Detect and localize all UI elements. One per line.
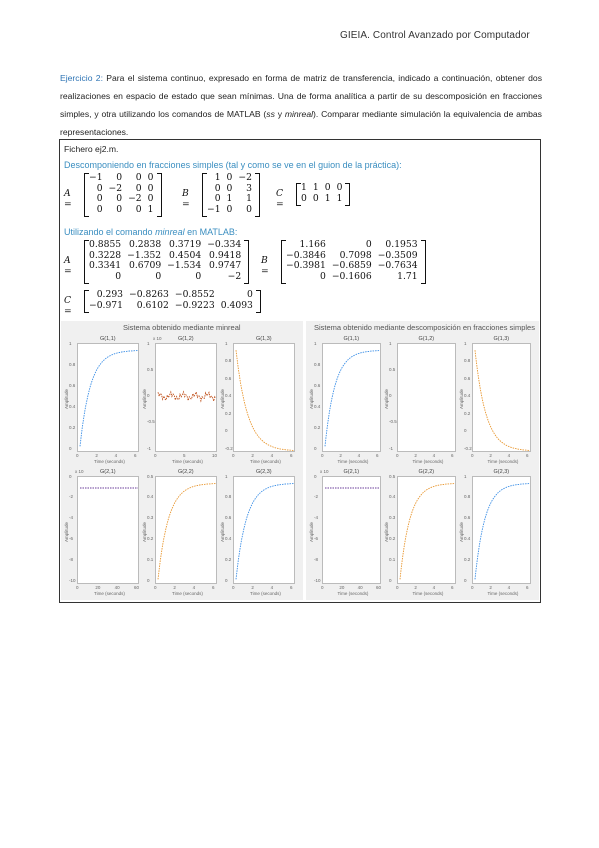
x-tick-label: 4 <box>432 452 436 458</box>
x-tick-label: 0 <box>471 452 474 458</box>
y-tick-label: 0.6 <box>464 375 471 381</box>
y-tick-label: 0.4 <box>69 403 76 409</box>
y-tick-label: 0.1 <box>147 557 154 563</box>
y-tick-label: 0.2 <box>464 557 471 563</box>
exercise-statement <box>60 69 542 141</box>
matrix-cell: 0 <box>246 203 252 215</box>
bracket-right <box>255 173 260 217</box>
section-minreal-title <box>64 227 237 237</box>
y-axis-label: Amplitude <box>459 521 464 542</box>
x-tick-label: 6 <box>290 585 293 590</box>
matrix-cell: 0.2838 <box>129 239 162 250</box>
y-axis-label: Amplitude <box>220 521 225 542</box>
y-tick-label: 0.8 <box>314 361 321 367</box>
matrix-name: A = <box>64 255 72 277</box>
y-tick-label: -2 <box>69 494 74 500</box>
x-axis-label: Time (seconds) <box>94 458 125 464</box>
x-axis-label: Time (seconds) <box>172 591 203 596</box>
matrix-cell: 0.9747 <box>209 260 242 271</box>
step-response-line <box>400 483 455 579</box>
matrix-cell: 0 <box>116 172 123 183</box>
matrix-cell: 0 <box>336 182 343 193</box>
response-plot <box>323 477 382 586</box>
subplot-title: G(1,2) <box>178 336 194 342</box>
matrix-cell: 0.4504 <box>169 249 202 261</box>
y-tick-label: 1 <box>389 341 392 346</box>
x-tick-label: 2 <box>339 452 342 458</box>
matrix-cell: 0.3341 <box>89 260 122 271</box>
y-tick-label: 0.6 <box>225 515 232 521</box>
matrix-cell: 1 <box>324 192 331 204</box>
y-tick-label: -0.5 <box>147 419 155 425</box>
y-tick-label: 0.4 <box>464 536 471 542</box>
matrix-cell: 0.9418 <box>209 249 242 261</box>
x-tick-label: 20 <box>339 585 345 590</box>
y-axis-label: Amplitude <box>64 521 69 542</box>
x-tick-label: 4 <box>507 585 511 590</box>
matrix-name: C = <box>64 294 72 317</box>
x-axis-label: Time (seconds) <box>487 458 519 464</box>
y-tick-label: 0 <box>464 428 467 434</box>
subplot-axes <box>233 343 295 452</box>
response-plot <box>156 477 218 586</box>
y-axis-label: Amplitude <box>309 389 314 410</box>
x-axis-label: Time (seconds) <box>250 458 281 464</box>
y-axis-label: Amplitude <box>142 521 147 542</box>
matrix-cell: 0 <box>116 203 123 215</box>
matrix-cell: 0.1953 <box>385 239 418 250</box>
matrix-cell: 0 <box>226 172 233 183</box>
bracket-right <box>244 240 249 284</box>
y-tick-label: 1 <box>314 341 317 346</box>
y-tick-label: 0.4 <box>147 494 154 500</box>
y-tick-label: -4 <box>314 515 319 521</box>
response-plot <box>398 344 457 453</box>
matrix-cell: 1 <box>147 203 154 215</box>
subplot-axes <box>77 476 139 585</box>
matrix-cell: 0 <box>116 193 123 204</box>
cmd-minreal: minreal <box>284 109 314 119</box>
x-tick-label: 2 <box>173 585 176 590</box>
x-tick-label: 4 <box>192 585 196 590</box>
matrix-cell: −1.352 <box>127 249 162 261</box>
y-tick-label: 0.2 <box>69 424 76 430</box>
x-tick-label: 0 <box>396 585 399 590</box>
matrix-cell: 1.166 <box>299 239 326 250</box>
matrix-cell: −0.1606 <box>331 270 372 282</box>
y-tick-label: 0.6 <box>69 382 76 388</box>
response-plot <box>78 344 140 453</box>
y-tick-label: -4 <box>69 515 74 521</box>
response-plot <box>473 477 532 586</box>
matrix-cell: −2 <box>128 193 142 204</box>
x-tick-label: 2 <box>489 452 492 458</box>
y-tick-label: 0.5 <box>147 473 154 479</box>
x-tick-label: 40 <box>114 585 120 590</box>
matrix-cell: −2 <box>108 182 123 194</box>
y-axis-label: Amplitude <box>309 521 314 542</box>
y-tick-label: 0.2 <box>314 424 321 430</box>
matrix-name: B = <box>182 188 190 210</box>
matrix-cell: 0 <box>147 182 154 194</box>
x-tick-label: 6 <box>290 452 293 458</box>
axis-exponent: x 10 <box>320 468 329 474</box>
y-axis-label: Amplitude <box>220 389 225 410</box>
matrix-cell: 0 <box>226 182 233 194</box>
axis-exponent: x 10 <box>75 468 84 474</box>
response-plot <box>156 344 218 453</box>
y-tick-label: 1 <box>464 341 467 346</box>
x-tick-label: 2 <box>414 585 417 590</box>
subplot-axes <box>472 476 531 585</box>
response-plot <box>234 344 296 453</box>
matrix-cell: 0 <box>320 270 326 282</box>
matrix-cell: 0 <box>96 193 103 204</box>
y-tick-label: 0.4 <box>389 494 396 500</box>
matrix-cell: 0 <box>247 289 253 300</box>
x-axis-label: Time (seconds) <box>487 591 519 596</box>
matrix-cell: 0 <box>214 193 221 204</box>
x-tick-label: 0 <box>76 452 79 458</box>
matrix-cell: 0 <box>96 203 103 215</box>
y-tick-label: 0.6 <box>314 382 321 388</box>
y-tick-label: -0.2 <box>464 445 472 451</box>
step-response-line <box>236 350 294 450</box>
matrix-name: A = <box>64 188 72 210</box>
subplot-axes <box>155 343 217 452</box>
y-tick-label: 0 <box>225 428 228 434</box>
x-tick-label: 4 <box>114 452 118 458</box>
matrix-cell: 0.6102 <box>136 299 169 311</box>
y-tick-label: 0 <box>314 445 317 451</box>
y-axis-label: Amplitude <box>459 389 464 410</box>
y-tick-label: -6 <box>314 536 319 542</box>
x-tick-label: 0 <box>232 452 235 458</box>
y-tick-label: 0 <box>314 473 317 479</box>
y-tick-label: 0.2 <box>147 536 154 542</box>
y-tick-label: 0.2 <box>389 536 396 542</box>
matrix-cell: −1 <box>89 172 103 183</box>
matrix-cell: 1 <box>246 193 252 204</box>
x-tick-label: 0 <box>396 452 399 458</box>
y-axis-label: Amplitude <box>142 389 147 410</box>
matrix-cell: 0.7098 <box>339 249 372 261</box>
matrix-cell: 0.6709 <box>129 260 162 271</box>
matrix-cell: −0.334 <box>207 239 242 250</box>
x-axis-label: Time (seconds) <box>412 458 444 464</box>
matrix-cell: 1 <box>214 172 221 183</box>
y-tick-label: 0 <box>389 578 392 583</box>
matrix-cell: 0 <box>135 203 142 215</box>
x-tick-label: 6 <box>526 585 529 590</box>
y-tick-label: 0 <box>147 393 150 399</box>
y-tick-label: 0.6 <box>225 375 232 381</box>
y-tick-label: 0.8 <box>464 494 471 500</box>
matrix-cell: 0 <box>312 192 319 204</box>
y-tick-label: 1 <box>464 473 467 479</box>
matrix-cell: 0 <box>147 172 154 183</box>
x-tick-label: 6 <box>376 452 379 458</box>
x-axis-label: Time (seconds) <box>250 591 281 596</box>
y-axis-label: Amplitude <box>384 521 389 542</box>
y-tick-label: 1 <box>225 341 228 346</box>
x-tick-label: 4 <box>270 452 274 458</box>
y-tick-label: -1 <box>389 445 394 451</box>
subplot-title: G(2,3) <box>256 468 272 475</box>
x-tick-label: 60 <box>376 585 382 590</box>
subplot-title: G(1,3) <box>493 336 510 342</box>
y-tick-label: 0.5 <box>389 367 396 373</box>
matrix-cell: −0.971 <box>89 299 124 311</box>
matrix-cell: 0 <box>155 270 162 282</box>
file-label: Fichero ej2.m. <box>64 144 119 154</box>
y-axis-label: Amplitude <box>64 389 69 410</box>
y-tick-label: -0.5 <box>389 419 397 425</box>
step-response-line <box>236 483 294 579</box>
matrix-cell: −0.8552 <box>174 289 215 300</box>
x-tick-label: 0 <box>321 452 324 458</box>
bracket-right <box>256 290 261 313</box>
step-response-line <box>475 483 530 579</box>
x-axis-label: Time (seconds) <box>337 591 369 596</box>
bracket-right <box>157 173 162 217</box>
page-header: GIEIA. Control Avanzado por Computador <box>340 30 530 41</box>
y-tick-label: 0.8 <box>464 358 471 364</box>
step-response-line <box>158 483 216 579</box>
response-plot <box>398 477 457 586</box>
matrix-cell: 0 <box>226 203 233 215</box>
y-tick-label: 0.5 <box>147 367 154 373</box>
x-tick-label: 0 <box>471 585 474 590</box>
x-tick-label: 6 <box>451 585 454 590</box>
subplot-title: G(2,2) <box>178 468 194 475</box>
x-axis-label: Time (seconds) <box>94 591 125 596</box>
x-tick-label: 2 <box>251 585 254 590</box>
y-tick-label: 0.6 <box>464 515 471 521</box>
y-tick-label: 0.1 <box>389 557 396 563</box>
subplot-axes <box>233 476 295 585</box>
section-minreal-cmd: minreal <box>155 227 185 237</box>
matrix-values <box>86 173 157 215</box>
subplot-axes <box>397 476 456 585</box>
x-tick-label: 4 <box>357 452 361 458</box>
x-tick-label: 2 <box>95 452 98 458</box>
subplot-axes <box>397 343 456 452</box>
x-tick-label: 40 <box>357 585 363 590</box>
matrix-cell: 1.71 <box>397 270 418 282</box>
y-tick-label: 1 <box>147 341 150 346</box>
x-axis-label: Time (seconds) <box>172 458 203 464</box>
matrix-cell: 0 <box>195 270 202 282</box>
matrix-cell: 0 <box>135 182 142 194</box>
subplot-title: G(1,1) <box>343 336 360 342</box>
y-tick-label: 0 <box>69 445 72 451</box>
y-tick-label: -8 <box>69 557 74 563</box>
matrix-cell: 0 <box>365 239 372 250</box>
plot-panel-2 <box>306 321 539 600</box>
x-tick-label: 20 <box>95 585 101 590</box>
matrix-cell: −0.9223 <box>174 299 215 311</box>
exercise-label: Ejercicio 2: <box>60 73 103 83</box>
matrix-values <box>283 240 421 282</box>
y-tick-label: -8 <box>314 557 319 563</box>
matrix-cell: −0.3509 <box>377 249 418 261</box>
matrix-cell: 0 <box>324 182 331 193</box>
x-axis-label: Time (seconds) <box>412 591 444 596</box>
statement-text-2: ). Comparar mediante simulación la equivalencia de ambas representaciones. <box>60 109 542 137</box>
matrix-cell: 1 <box>226 193 233 204</box>
panel-title: Sistema obtenido mediante descomposición en fracciones simples <box>314 323 535 332</box>
subplot-title: G(2,1) <box>343 468 360 475</box>
x-axis-label: Time (seconds) <box>337 458 369 464</box>
matrix-cell: −0.6859 <box>331 260 372 271</box>
y-tick-label: -10 <box>314 578 321 583</box>
matrix-cell: −0.3846 <box>286 249 326 261</box>
plot-panel-1 <box>61 321 303 600</box>
subplot-title: G(2,1) <box>100 468 116 475</box>
section-minreal-suffix: en MATLAB: <box>184 227 238 237</box>
matrix-cell: −1.534 <box>167 260 202 271</box>
step-response-line <box>475 350 530 450</box>
x-tick-label: 0 <box>232 585 235 590</box>
y-tick-label: 0.4 <box>314 403 321 409</box>
y-tick-label: 0.4 <box>225 393 232 399</box>
response-plot <box>78 477 140 586</box>
y-tick-label: 1 <box>225 473 228 479</box>
response-plot <box>323 344 382 453</box>
y-tick-label: 0.3 <box>147 515 154 521</box>
subplot-axes <box>322 476 381 585</box>
bracket-right <box>345 183 350 206</box>
matrix-cell: 0.8855 <box>89 239 122 250</box>
section-minreal-prefix: Utilizando el comando <box>64 227 156 237</box>
x-tick-label: 4 <box>270 585 274 590</box>
y-tick-label: 0.8 <box>69 361 76 367</box>
statement-text-1: Para el sistema continuo, expresado en forma de matriz de transferencia, indicado a continuación, obtener dos realizaciones en espacio de estado que sean mínimas. Una de forma analítica a partir de su descomposición en fracciones simples, y otra utilizando los comandos de MATLAB ( <box>60 73 543 119</box>
matrix-cell: −0.8263 <box>129 289 169 300</box>
matrix-values <box>298 183 345 204</box>
x-tick-label: 6 <box>526 452 529 458</box>
section-fractions-title: Descomponiendo en fracciones simples (tal y como se ve en el guion de la práctica): <box>64 160 402 170</box>
x-tick-label: 60 <box>134 585 140 590</box>
axis-exponent: x 10 <box>153 336 162 341</box>
matrix-cell: −0.3981 <box>286 260 326 271</box>
y-tick-label: 0.4 <box>464 393 471 399</box>
x-tick-label: 0 <box>154 452 157 458</box>
y-tick-label: 0 <box>464 578 467 583</box>
step-response-line <box>80 351 138 447</box>
matrix-cell: 0 <box>214 182 221 194</box>
matrix-cell: 0 <box>147 193 154 204</box>
y-tick-label: -6 <box>69 536 74 542</box>
matrix-cell: 0 <box>135 172 142 183</box>
y-tick-label: 0.8 <box>225 494 232 500</box>
x-tick-label: 6 <box>134 452 137 458</box>
y-tick-label: 0.3 <box>389 515 396 521</box>
y-tick-label: 0 <box>147 578 150 583</box>
y-tick-label: 0.2 <box>225 557 232 563</box>
matrix-values <box>86 240 244 282</box>
subplot-title: G(1,1) <box>100 336 116 342</box>
y-tick-label: 1 <box>69 341 72 346</box>
matrix-cell: 3 <box>246 182 252 194</box>
matrix-cell: 0 <box>96 182 103 194</box>
matrix-values <box>204 173 255 215</box>
x-tick-label: 2 <box>414 452 417 458</box>
panel-title: Sistema obtenido mediante minreal <box>123 323 241 332</box>
x-tick-label: 5 <box>183 452 186 458</box>
y-tick-label: 0.8 <box>225 358 232 364</box>
response-plot <box>234 477 296 586</box>
y-tick-label: 0.2 <box>464 410 471 416</box>
x-tick-label: 0 <box>76 585 79 590</box>
matrix-cell: 1 <box>336 192 343 204</box>
x-tick-label: 0 <box>154 585 157 590</box>
matrix-cell: 0.293 <box>96 289 124 300</box>
y-tick-label: -2 <box>314 494 319 500</box>
y-tick-label: 0.2 <box>225 410 232 416</box>
subplot-axes <box>322 343 381 452</box>
subplot-title: G(2,3) <box>493 468 510 475</box>
y-tick-label: -0.2 <box>225 445 233 451</box>
x-tick-label: 10 <box>212 452 218 458</box>
matrix-cell: 1 <box>312 182 319 193</box>
x-tick-label: 0 <box>321 585 324 590</box>
y-tick-label: 0 <box>225 578 228 583</box>
matrix-cell: 0 <box>301 192 307 204</box>
matrix-cell: 0.3719 <box>169 239 202 250</box>
x-tick-label: 4 <box>432 585 436 590</box>
matrix-cell: −0.7634 <box>377 260 418 271</box>
step-response-line <box>158 392 216 401</box>
subplot-title: G(1,3) <box>256 336 272 342</box>
matrix-cell: −2 <box>227 270 242 282</box>
x-tick-label: 6 <box>451 452 454 458</box>
response-plot <box>473 344 532 453</box>
matrix-cell: −1 <box>207 203 221 215</box>
subplot-axes <box>77 343 139 452</box>
statement-and: y <box>274 109 285 119</box>
y-axis-label: Amplitude <box>384 389 389 410</box>
matrix-name: B = <box>261 255 269 277</box>
y-tick-label: 0.4 <box>225 536 232 542</box>
matrix-cell: 0.3228 <box>89 249 122 261</box>
x-tick-label: 4 <box>507 452 511 458</box>
y-tick-label: 0 <box>389 393 392 399</box>
y-tick-label: -10 <box>69 578 76 583</box>
y-tick-label: 0 <box>69 473 72 479</box>
matrix-name: C = <box>276 187 284 210</box>
matrix-cell: 0.4093 <box>220 299 253 311</box>
x-tick-label: 2 <box>489 585 492 590</box>
x-tick-label: 6 <box>212 585 215 590</box>
matrix-cell: 1 <box>301 182 307 193</box>
subplot-title: G(1,2) <box>418 336 435 342</box>
x-tick-label: 2 <box>251 452 254 458</box>
cmd-ss: ss <box>266 109 275 119</box>
matrix-values <box>86 290 256 311</box>
y-tick-label: 0.5 <box>389 473 396 479</box>
subplot-axes <box>472 343 531 452</box>
step-response-line <box>325 351 380 447</box>
matrix-cell: −2 <box>238 172 252 183</box>
subplot-axes <box>155 476 217 585</box>
matrix-cell: 0 <box>115 270 122 282</box>
bracket-right <box>421 240 426 284</box>
y-tick-label: -1 <box>147 445 152 451</box>
subplot-title: G(2,2) <box>418 468 435 475</box>
